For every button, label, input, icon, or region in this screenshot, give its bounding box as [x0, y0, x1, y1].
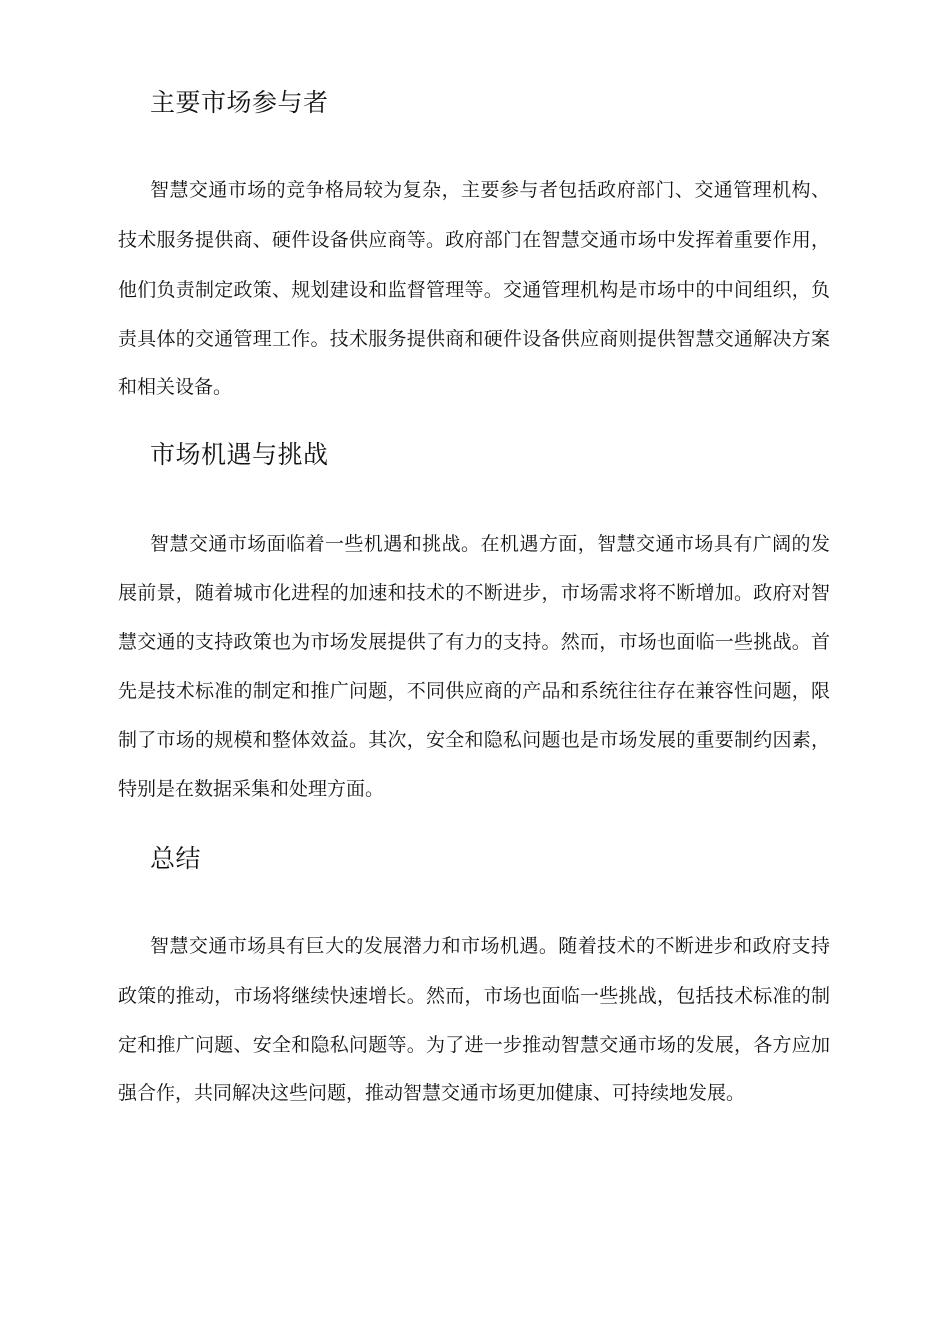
paragraph-line: 制了市场的规模和整体效益。其次，安全和隐私问题也是市场发展的重要制约因素， — [118, 729, 830, 751]
paragraph-line: 定和推广问题、安全和隐私问题等。为了进一步推动智慧交通市场的发展，各方应加 — [118, 1034, 830, 1056]
section-heading: 市场机遇与挑战 — [150, 440, 329, 469]
paragraph-line: 慧交通的支持政策也为市场发展提供了有力的支持。然而，市场也面临一些挑战。首 — [118, 631, 830, 653]
paragraph-line: 展前景，随着城市化进程的加速和技术的不断进步，市场需求将不断增加。政府对智 — [118, 582, 830, 604]
paragraph-line: 技术服务提供商、硬件设备供应商等。政府部门在智慧交通市场中发挥着重要作用， — [118, 229, 830, 251]
paragraph-line: 智慧交通市场具有巨大的发展潜力和市场机遇。随着技术的不断进步和政府支持 — [150, 935, 830, 957]
paragraph-line: 责具体的交通管理工作。技术服务提供商和硬件设备供应商则提供智慧交通解决方案 — [118, 328, 830, 350]
paragraph-line: 先是技术标准的制定和推广问题，不同供应商的产品和系统往往存在兼容性问题，限 — [118, 680, 830, 702]
paragraph-line: 智慧交通市场的竞争格局较为复杂，主要参与者包括政府部门、交通管理机构、 — [150, 179, 830, 201]
paragraph-line: 智慧交通市场面临着一些机遇和挑战。在机遇方面，智慧交通市场具有广阔的发 — [150, 533, 830, 555]
section-heading: 总结 — [150, 844, 202, 873]
paragraph-line: 他们负责制定政策、规划建设和监督管理等。交通管理机构是市场中的中间组织，负 — [118, 279, 830, 301]
section-heading: 主要市场参与者 — [150, 88, 329, 117]
paragraph-line: 和相关设备。 — [118, 376, 233, 398]
paragraph-line: 特别是在数据采集和处理方面。 — [118, 778, 385, 800]
paragraph-line: 政策的推动，市场将继续快速增长。然而，市场也面临一些挑战，包括技术标准的制 — [118, 985, 830, 1007]
paragraph-line: 强合作，共同解决这些问题，推动智慧交通市场更加健康、可持续地发展。 — [118, 1082, 746, 1104]
